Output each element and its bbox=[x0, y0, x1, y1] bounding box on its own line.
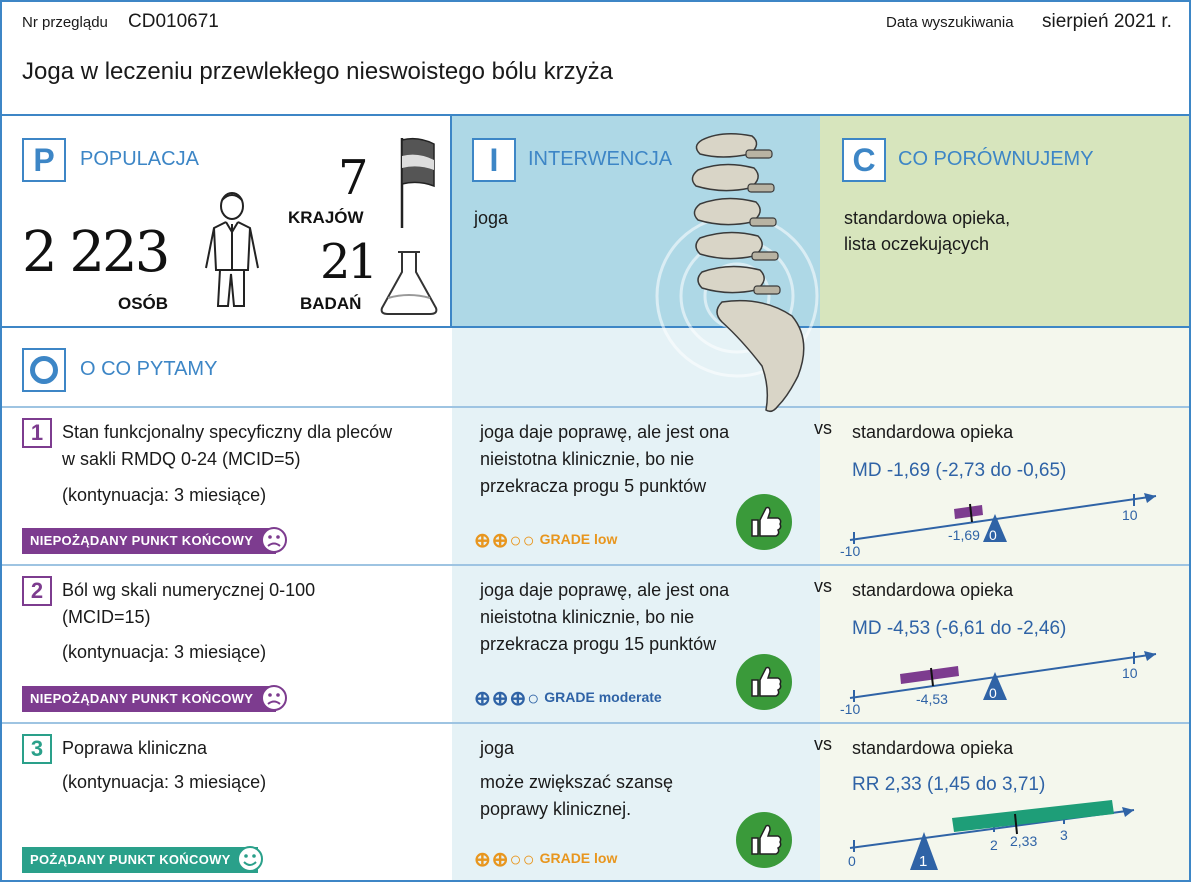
studies-count: 21 bbox=[320, 234, 376, 290]
effect-scale bbox=[838, 488, 1178, 562]
point-estimate-label: 2,33 bbox=[1010, 833, 1038, 849]
grade-symbols: ⊕⊕○○ bbox=[474, 849, 536, 871]
outcome-name-line2: (MCID=15) bbox=[62, 607, 151, 627]
scale-tick-label: 3 bbox=[1060, 827, 1068, 843]
scale-min-label: -10 bbox=[840, 701, 861, 717]
confidence-interval-bar bbox=[952, 800, 1114, 832]
happy-face-icon bbox=[236, 845, 264, 873]
comparator-label: standardowa opieka bbox=[852, 738, 1014, 758]
population-count: 2 223 bbox=[22, 220, 168, 285]
null-value-label: 1 bbox=[919, 853, 928, 870]
effect-estimate: MD -1,69 (-2,73 do -0,65) bbox=[852, 460, 1067, 481]
population-title: POPULACJA bbox=[80, 148, 199, 170]
intervention-letter: I bbox=[472, 138, 516, 182]
endpoint-label: POŻĄDANY PUNKT KOŃCOWY bbox=[22, 847, 258, 873]
grade-rating bbox=[474, 847, 617, 872]
intervention-result-line2: nieistotna klinicznie, bo nie bbox=[480, 607, 695, 627]
review-label: Nr przeglądu bbox=[22, 14, 108, 31]
outcomes-title: O CO PYTAMY bbox=[80, 358, 218, 380]
outcome-number: 1 bbox=[22, 418, 52, 448]
grade-label: GRADE moderate bbox=[544, 689, 662, 706]
population-count-label: OSÓB bbox=[118, 294, 169, 313]
thumbs-up-icon bbox=[736, 494, 792, 550]
arrow-icon bbox=[1144, 493, 1156, 503]
outcome-name-line1: Poprawa kliniczna bbox=[62, 738, 208, 758]
intervention-text: joga bbox=[474, 208, 509, 228]
intervention-result-line3: poprawy klinicznej. bbox=[480, 799, 632, 819]
scale-tick-label: 2 bbox=[990, 837, 998, 853]
grade-label: GRADE low bbox=[539, 850, 618, 867]
outcome-followup: (kontynuacja: 3 miesiące) bbox=[62, 772, 267, 792]
divider bbox=[2, 406, 1191, 408]
comparator-label: standardowa opieka bbox=[852, 422, 1014, 442]
effect-scale bbox=[838, 798, 1178, 878]
scale-max-label: 10 bbox=[1122, 507, 1138, 523]
divider bbox=[2, 564, 1191, 566]
confidence-interval-bar bbox=[954, 505, 983, 519]
divider bbox=[2, 326, 1191, 328]
confidence-interval-bar bbox=[900, 666, 959, 684]
effect-estimate: RR 2,33 (1,45 do 3,71) bbox=[852, 774, 1046, 795]
intervention-result-line2: nieistotna klinicznie, bo nie bbox=[480, 449, 695, 469]
effect-scale bbox=[838, 646, 1178, 720]
intervention-result-line2: może zwiększać szansę bbox=[480, 772, 674, 792]
comparison-letter: C bbox=[842, 138, 886, 182]
grade-rating bbox=[474, 528, 617, 553]
scale-max-label: 10 bbox=[1122, 665, 1138, 681]
grade-rating bbox=[474, 686, 662, 711]
comparison-line2: lista oczekujących bbox=[844, 234, 990, 254]
vs-label: vs bbox=[814, 734, 832, 754]
intervention-result-line1: joga daje poprawę, ale jest ona bbox=[480, 422, 730, 442]
point-estimate-label: -1,69 bbox=[948, 527, 980, 543]
outcome-followup: (kontynuacja: 3 miesiące) bbox=[62, 485, 267, 505]
outcomes-letter bbox=[22, 348, 66, 392]
outcome-number: 2 bbox=[22, 576, 52, 606]
effect-estimate: MD -4,53 (-6,61 do -2,46) bbox=[852, 618, 1067, 639]
outcome-number: 3 bbox=[22, 734, 52, 764]
endpoint-label: NIEPOŻĄDANY PUNKT KOŃCOWY bbox=[22, 686, 276, 712]
comparison-line1: standardowa opieka, bbox=[844, 208, 1011, 228]
spine-illustration bbox=[642, 126, 842, 422]
arrow-icon bbox=[1144, 651, 1156, 661]
flask-icon bbox=[376, 248, 442, 318]
null-value-label: 0 bbox=[989, 527, 997, 543]
vs-label: vs bbox=[814, 418, 832, 438]
flag-icon bbox=[396, 134, 440, 230]
scale-min-label: 0 bbox=[848, 853, 856, 869]
intervention-result-line3: przekracza progu 5 punktów bbox=[480, 476, 707, 496]
thumbs-up-icon bbox=[736, 654, 792, 710]
date-value: sierpień 2021 r. bbox=[1042, 11, 1172, 32]
intervention-result-line3: przekracza progu 15 punktów bbox=[480, 634, 717, 654]
scale-min-label: -10 bbox=[840, 543, 861, 559]
grade-symbols: ⊕⊕⊕○ bbox=[474, 688, 541, 710]
vs-label: vs bbox=[814, 576, 832, 596]
outcome-name-line1: Stan funkcjonalny specyficzny dla pleców bbox=[62, 422, 393, 442]
countries-label: KRAJÓW bbox=[288, 208, 364, 227]
sad-face-icon bbox=[260, 526, 288, 554]
intervention-result-line1: joga bbox=[480, 738, 515, 758]
endpoint-label: NIEPOŻĄDANY PUNKT KOŃCOWY bbox=[22, 528, 276, 554]
point-estimate-label: -4,53 bbox=[916, 691, 948, 707]
divider bbox=[450, 116, 452, 328]
arrow-icon bbox=[1122, 807, 1134, 817]
divider bbox=[2, 722, 1191, 724]
thumbs-up-icon bbox=[736, 812, 792, 868]
page-title: Joga w leczeniu przewlekłego nieswoistego bólu krzyża bbox=[22, 58, 613, 85]
grade-symbols: ⊕⊕○○ bbox=[474, 530, 536, 552]
outcome-name-line1: Ból wg skali numerycznej 0-100 bbox=[62, 580, 316, 600]
null-value-label: 0 bbox=[989, 685, 997, 701]
comparison-title: CO PORÓWNUJEMY bbox=[898, 148, 1094, 170]
outcome-name-line2: w sakli RMDQ 0-24 (MCID=5) bbox=[62, 449, 301, 469]
countries-count: 7 bbox=[338, 150, 366, 206]
review-id: CD010671 bbox=[128, 11, 219, 32]
sad-face-icon bbox=[260, 684, 288, 712]
outcome-followup: (kontynuacja: 3 miesiące) bbox=[62, 642, 267, 662]
grade-label: GRADE low bbox=[539, 531, 618, 548]
comparator-label: standardowa opieka bbox=[852, 580, 1014, 600]
intervention-result-line1: joga daje poprawę, ale jest ona bbox=[480, 580, 730, 600]
intervention-title: INTERWENCJA bbox=[528, 148, 673, 170]
person-icon bbox=[192, 190, 272, 312]
population-letter: P bbox=[22, 138, 66, 182]
studies-label: BADAŃ bbox=[300, 294, 362, 313]
date-label: Data wyszukiwania bbox=[886, 14, 1014, 31]
